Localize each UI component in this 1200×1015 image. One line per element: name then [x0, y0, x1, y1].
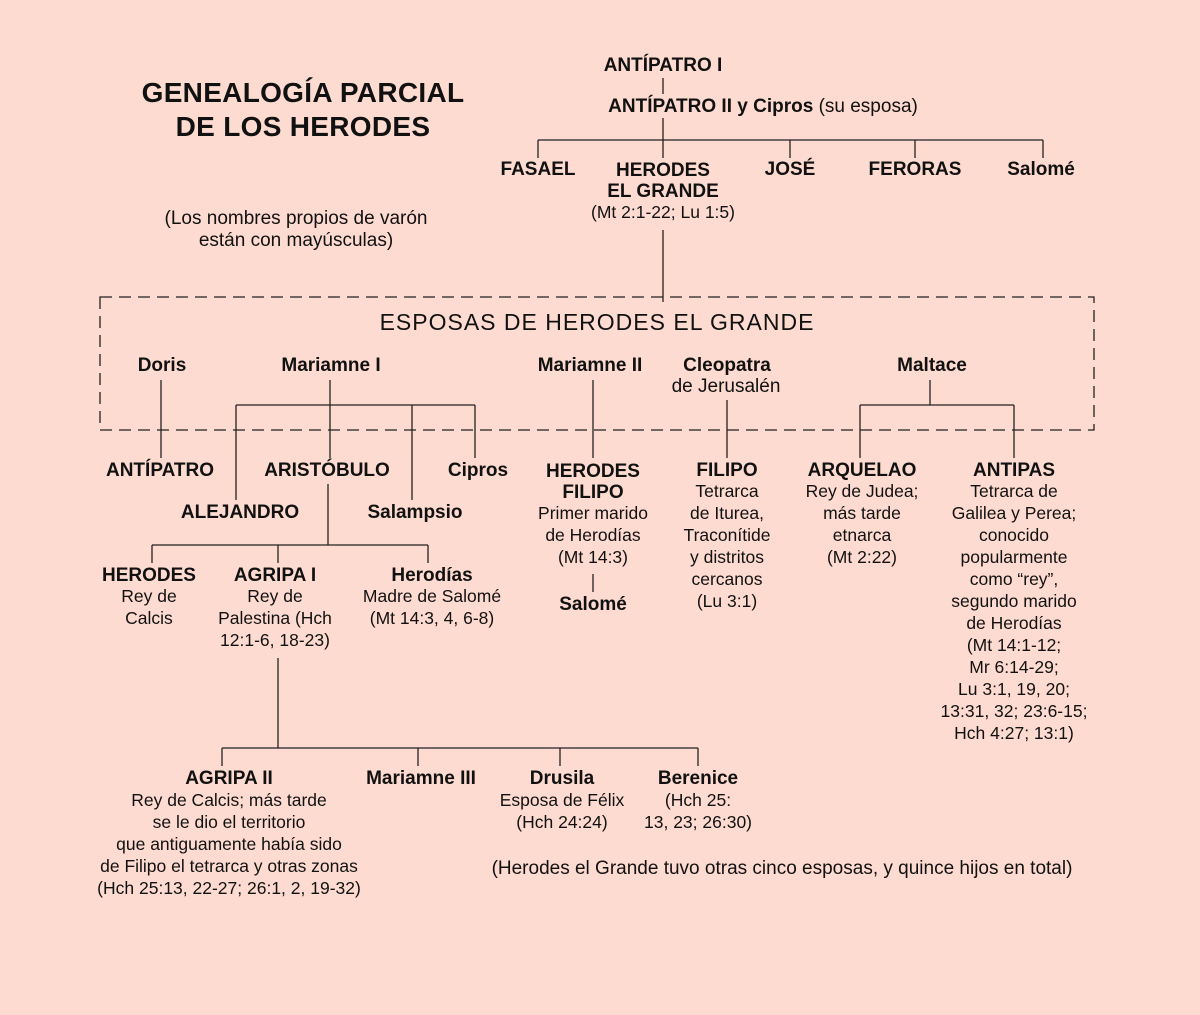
herodes-el-grande-line1: HERODES — [616, 160, 710, 181]
filipo-desc-6: (Lu 3:1) — [696, 591, 758, 611]
drusila-desc-2: (Hch 24:24) — [516, 812, 608, 832]
arquelao-desc-2: más tarde — [823, 503, 901, 523]
herodias-desc-2: (Mt 14:3, 4, 6-8) — [369, 608, 495, 628]
agripa-ii-desc-2: se le dio el territorio — [152, 812, 306, 832]
herodes-filipo-desc-3: (Mt 14:3) — [557, 547, 629, 567]
son-aristobulo: ARISTÓBULO — [264, 460, 390, 481]
arquelao-desc — [806, 480, 919, 568]
antipas-desc-12: Hch 4:27; 13:1) — [954, 723, 1074, 743]
berenice-desc-2: 13, 23; 26:30) — [644, 812, 752, 832]
antipatro-ii-names: ANTÍPATRO II y Cipros — [608, 96, 814, 117]
antipas-desc-1: Tetrarca de — [970, 481, 1058, 501]
agripa-ii-desc-4: de Filipo el tetrarca y otras zonas — [100, 856, 358, 876]
daughter-salampsio: Salampsio — [367, 502, 463, 523]
grandson-agripa-i-desc — [218, 585, 332, 651]
granddaughter-herodias: Herodías — [391, 565, 473, 586]
grandson-agripa-i: AGRIPA I — [233, 565, 317, 586]
antipatro-i: ANTÍPATRO I — [603, 55, 723, 76]
antipas-desc-5: como “rey”, — [969, 569, 1059, 589]
herodes-filipo-line2: FILIPO — [562, 482, 624, 503]
feroras: FERORAS — [868, 159, 962, 180]
agripa-ii-desc-5: (Hch 25:13, 22-27; 26:1, 2, 19-32) — [97, 878, 361, 898]
antipas-desc-6: segundo marido — [951, 591, 1077, 611]
agripa-i-desc-1: Rey de — [247, 586, 303, 606]
salome-gen2: Salomé — [1007, 159, 1075, 180]
herodes-el-grande — [607, 160, 719, 202]
herodes-filipo-desc-1: Primer marido — [538, 503, 648, 523]
son-filipo: FILIPO — [696, 460, 758, 481]
antipas-desc-11: 13:31, 32; 23:6-15; — [940, 701, 1088, 721]
agripa-ii-desc-1: Rey de Calcis; más tarde — [131, 790, 327, 810]
agripa-i-desc-2: Palestina (Hch — [218, 608, 332, 628]
granddaughter-herodias-desc — [363, 585, 501, 629]
wife-doris: Doris — [137, 355, 187, 376]
wife-mariamne-i: Mariamne I — [281, 355, 381, 376]
wife-mariamne-ii: Mariamne II — [537, 355, 643, 376]
daughter-salome: Salomé — [559, 594, 627, 615]
grandson-herodes-desc — [121, 585, 176, 629]
antipas-desc-9: Mr 6:14-29; — [969, 657, 1059, 677]
wives-banner: ESPOSAS DE HERODES EL GRANDE — [379, 309, 815, 335]
daughter-cipros: Cipros — [447, 460, 509, 481]
wife-maltace: Maltace — [897, 355, 967, 376]
great-granddaughter-drusila: Drusila — [529, 768, 595, 789]
antipas-desc-8: (Mt 14:1-12; — [966, 635, 1062, 655]
agripa-i-desc-3: 12:1-6, 18-23) — [220, 630, 330, 650]
grandson-herodes-desc-1: Rey de — [121, 586, 177, 606]
filipo-desc-2: de Iturea, — [690, 503, 764, 523]
names-note-line2: están con mayúsculas) — [198, 230, 394, 251]
filipo-desc-5: cercanos — [691, 569, 763, 589]
antipatro-ii — [608, 97, 918, 116]
arquelao-desc-3: etnarca — [832, 525, 892, 545]
names-note — [165, 208, 428, 252]
antipas-desc-3: conocido — [978, 525, 1050, 545]
wife-cleopatra-sub: de Jerusalén — [671, 376, 781, 397]
great-granddaughter-berenice: Berenice — [657, 768, 739, 789]
son-alejandro: ALEJANDRO — [180, 502, 300, 523]
filipo-desc-1: Tetrarca — [695, 481, 759, 501]
filipo-desc-3: Traconítide — [683, 525, 771, 545]
drusila-desc — [500, 789, 625, 833]
herodes-el-grande-ref: (Mt 2:1-22; Lu 1:5) — [591, 202, 735, 222]
berenice-desc-1: (Hch 25: — [664, 790, 732, 810]
arquelao-desc-1: Rey de Judea; — [805, 481, 919, 501]
arquelao-desc-4: (Mt 2:22) — [826, 547, 898, 567]
great-granddaughter-mariamne-iii: Mariamne III — [366, 768, 476, 789]
wife-cleopatra: Cleopatra — [683, 355, 771, 376]
drusila-desc-1: Esposa de Félix — [499, 790, 625, 810]
page-title — [142, 76, 465, 144]
page-title-line1: GENEALOGÍA PARCIAL — [141, 77, 465, 108]
antipas-desc-10: Lu 3:1, 19, 20; — [958, 679, 1070, 699]
antipas-desc-7: de Herodías — [966, 613, 1062, 633]
son-herodes-filipo — [546, 461, 640, 503]
names-note-line1: (Los nombres propios de varón — [164, 208, 428, 229]
great-grandson-agripa-ii: AGRIPA II — [185, 768, 273, 789]
agripa-ii-desc — [97, 789, 361, 899]
herodes-filipo-desc-2: de Herodías — [545, 525, 641, 545]
herodias-desc-1: Madre de Salomé — [362, 586, 502, 606]
jose: JOSÉ — [764, 159, 816, 180]
son-antipatro: ANTÍPATRO — [105, 460, 215, 481]
son-antipas: ANTIPAS — [973, 460, 1055, 481]
page-title-line2: DE LOS HERODES — [175, 111, 431, 142]
filipo-desc-4: y distritos — [690, 547, 764, 567]
antipas-desc — [941, 480, 1088, 744]
filipo-desc — [684, 480, 771, 612]
herodes-filipo-line1: HERODES — [546, 461, 640, 482]
antipas-desc-4: popularmente — [960, 547, 1068, 567]
herodes-filipo-desc — [538, 502, 648, 568]
grandson-herodes: HERODES — [102, 565, 196, 586]
fasael: FASAEL — [500, 159, 576, 180]
footnote: (Herodes el Grande tuvo otras cinco esposas, y quince hijos en total) — [491, 858, 1073, 879]
antipas-desc-2: Galilea y Perea; — [951, 503, 1077, 523]
antipatro-ii-note: (su esposa) — [818, 96, 918, 117]
agripa-ii-desc-3: que antiguamente había sido — [116, 834, 342, 854]
berenice-desc — [644, 789, 752, 833]
herodes-el-grande-line2: EL GRANDE — [607, 181, 719, 202]
son-arquelao: ARQUELAO — [807, 460, 917, 481]
grandson-herodes-desc-2: Calcis — [125, 608, 173, 628]
